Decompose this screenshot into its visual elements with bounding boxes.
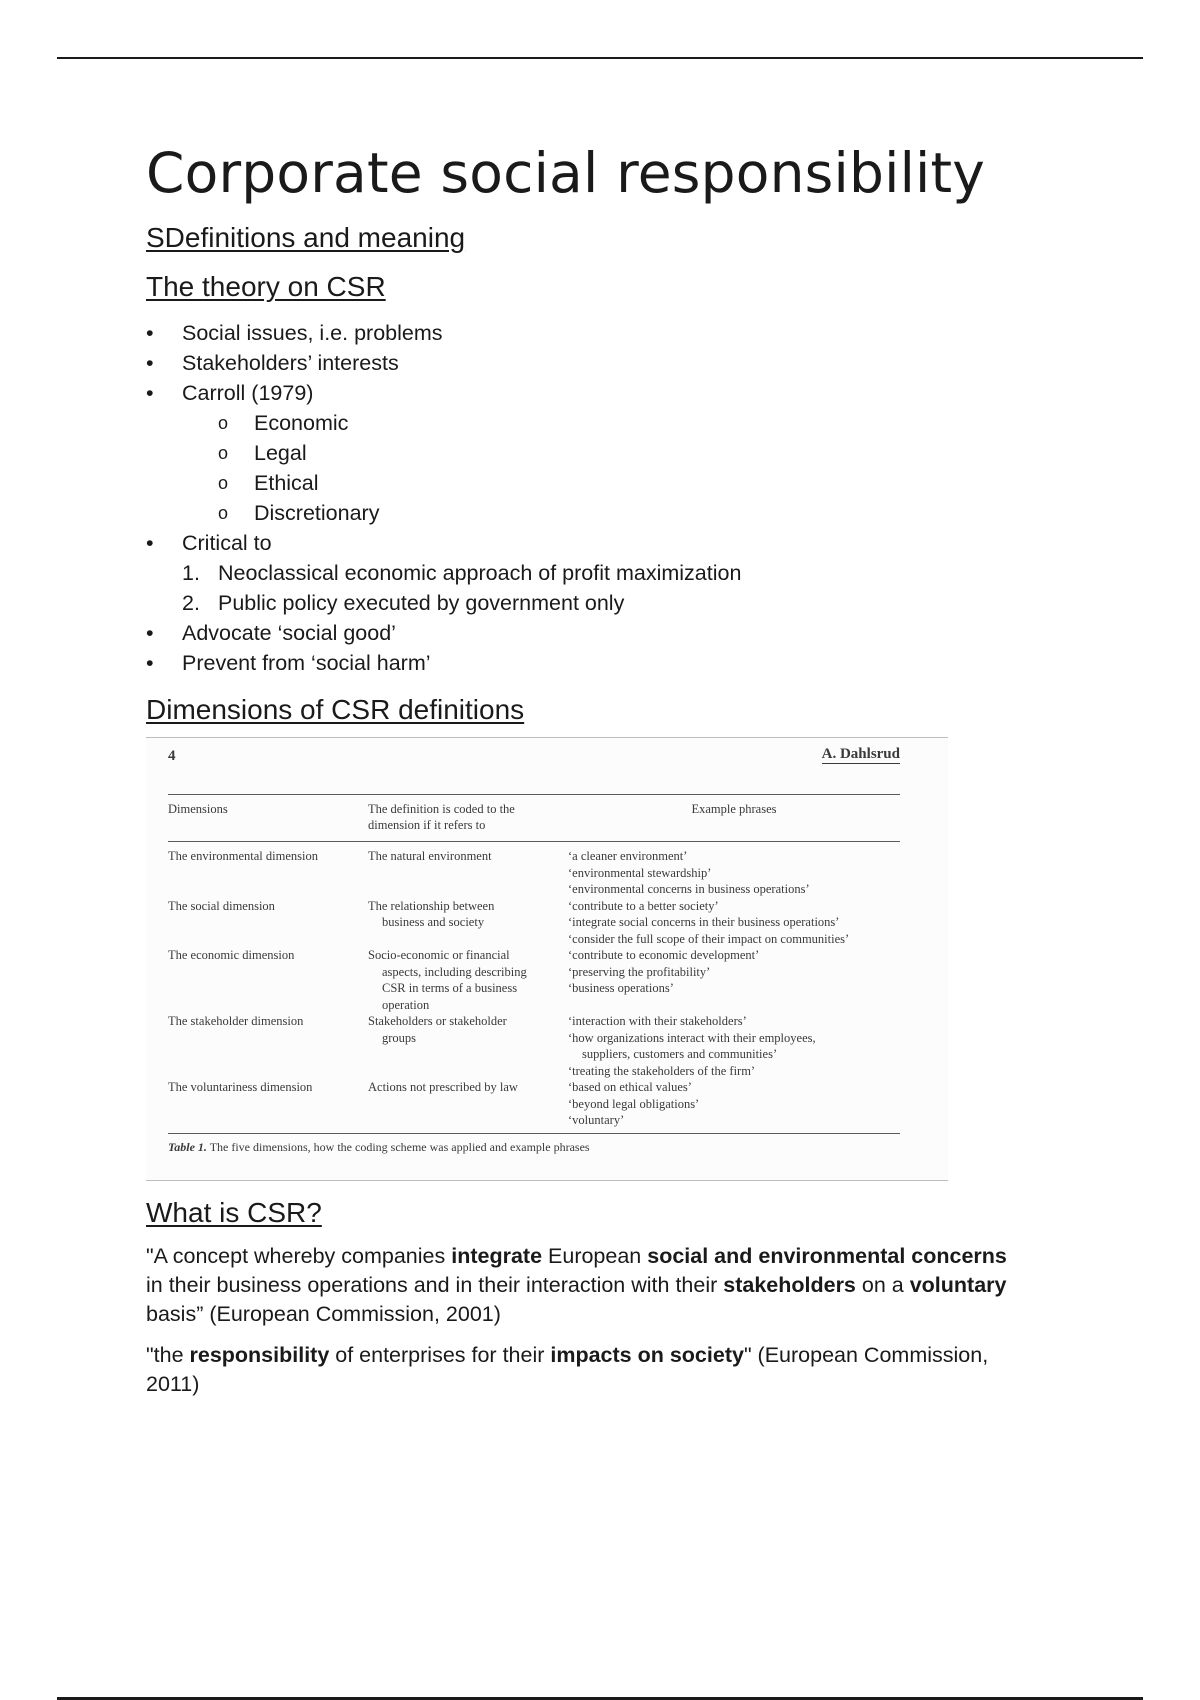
bullet-icon: • [146,321,154,345]
table-body [168,842,900,1133]
quote-2001: "A concept whereby companies integrate European social and environmental concerns in their business operations and in their interaction with their stakeholders on a voluntary basis” (European Commission, 2001) [146,1244,1007,1326]
cell-dimension: The stakeholder dimension [168,1014,304,1028]
theory-list [146,318,1046,678]
list-item: • Carroll (1979) o Economic o Legal o Ethical o Discretionary [146,378,1046,528]
list-item: • Stakeholders’ interests [146,348,1046,378]
cell-refers-to: Stakeholders or stakeholder groups [368,1014,507,1045]
document-title: Corporate social responsibility [146,141,986,205]
table-row [168,848,900,898]
cell-example-phrases: ‘based on ethical values’ ‘beyond legal obligations’ ‘voluntary’ [568,1080,700,1127]
circle-bullet-icon: o [218,473,229,493]
sublist-item: o Discretionary [218,498,1046,528]
header-dimensions: Dimensions [168,802,228,816]
cell-dimension: The environmental dimension [168,849,318,863]
cell-dimension: The voluntariness dimension [168,1080,313,1094]
table-header [168,795,900,841]
top-rule [57,57,1143,59]
bullet-icon: • [146,531,154,555]
cell-refers-to: The relationship between business and society [368,898,495,929]
figure-page-number: 4 [168,748,176,764]
cell-dimension: The economic dimension [168,948,295,962]
bullet-icon: • [146,621,154,645]
numbered-item: 1. Neoclassical economic approach of profit maximization [182,561,742,585]
cell-refers-to: Actions not prescribed by law [368,1080,518,1094]
document-body [146,140,1046,1399]
table-row [168,947,900,1013]
list-item: • Advocate ‘social good’ [146,618,1046,648]
header-refers-to: The definition is coded to the dimension if it refers to [368,802,515,832]
heading-what-is-csr: What is CSR? [146,1197,322,1228]
cell-refers-to: The natural environment [368,849,492,863]
cell-example-phrases: ‘contribute to economic development’ ‘preserving the profitability’ ‘business operations’ [568,948,760,995]
heading-definitions: SDefinitions and meaning [146,222,466,253]
table-row [168,1013,900,1079]
list-item: • Prevent from ‘social harm’ [146,648,1046,678]
dimensions-table-figure [146,737,948,1181]
cell-refers-to: Socio-economic or financial aspects, including describing CSR in terms of a business operation [368,948,527,1012]
table-caption: Table 1. The five dimensions, how the coding scheme was applied and example phrases [168,1139,590,1154]
table-row [168,1079,900,1129]
cell-example-phrases: ‘interaction with their stakeholders’ ‘how organizations interact with their employees, suppliers, customers and communities’ ‘treating the stakeholders of the firm’ [568,1014,816,1078]
sublist-item: o Legal [218,438,1046,468]
sublist-item: o Ethical [218,468,1046,498]
heading-dimensions: Dimensions of CSR definitions [146,694,525,725]
figure-author: A. Dahlsrud [821,746,900,762]
table-rule [168,1133,900,1134]
carroll-sublist [182,408,1046,528]
list-item: • Social issues, i.e. problems [146,318,1046,348]
sublist-item: o Economic [218,408,1046,438]
table-row [168,898,900,948]
header-example-phrases: Example phrases [691,802,777,816]
bullet-icon: • [146,351,154,375]
circle-bullet-icon: o [218,443,229,463]
bullet-icon: • [146,651,154,675]
cell-example-phrases: ‘contribute to a better society’ ‘integrate social concerns in their business operations’ ‘consider the full scope of their impact on communities’ [568,898,850,946]
list-item: • Critical to 1. Neoclassical economic approach of profit maximization 2. Public policy executed by government only [146,528,1046,618]
quote-2011: "the responsibility of enterprises for their impacts on society" (European Commission, 2011) [146,1343,989,1396]
circle-bullet-icon: o [218,503,229,523]
heading-theory: The theory on CSR [146,271,386,302]
critical-sublist [182,558,1046,618]
cell-dimension: The social dimension [168,898,275,913]
circle-bullet-icon: o [218,413,229,433]
dimensions-table [168,794,900,1155]
bullet-icon: • [146,381,154,405]
cell-example-phrases: ‘a cleaner environment’ ‘environmental stewardship’ ‘environmental concerns in business operations’ [568,849,810,896]
numbered-item: 2. Public policy executed by government only [182,591,625,615]
